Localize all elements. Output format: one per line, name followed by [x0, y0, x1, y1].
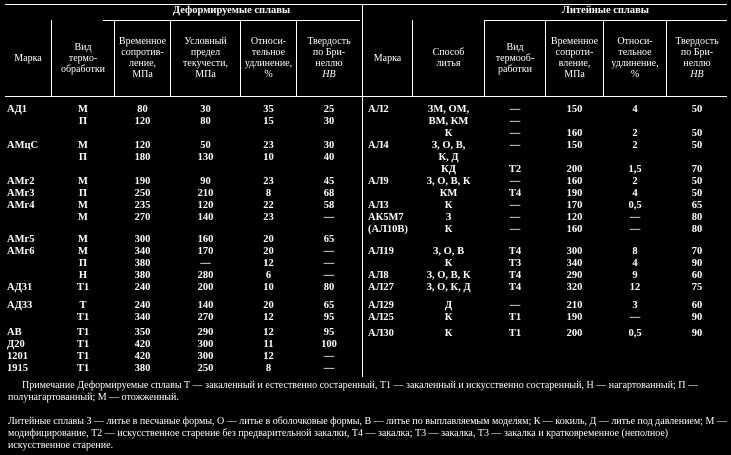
header-cast-hardness: Твердость по Бри- неллю НВ — [675, 36, 719, 80]
cast-strength: 160 190 170 120 160 — [566, 176, 583, 235]
header-cast-mark: Марка — [373, 52, 402, 64]
cast-hardness: 70 90 60 75 — [691, 246, 703, 293]
deformable-elongation: 23 10 — [263, 140, 274, 163]
header-cast-method: Способ литья — [432, 47, 465, 69]
deformable-yield: 160 170 — 280 — [197, 234, 214, 281]
deformable-strength: 350 420 420 380 — [134, 327, 151, 374]
deformable-strength: 80 120 — [134, 104, 151, 127]
cast-treatment: — Т1 — [508, 300, 522, 323]
cast-method: З, О, В К З, О, В, К З, О, К, Д — [426, 246, 471, 293]
cast-hardness: 90 — [691, 328, 703, 339]
deformable-mark: АД1 — [7, 104, 28, 115]
deformable-elongation: 12 11 12 8 — [263, 327, 274, 374]
deformable-mark: АД31 — [7, 282, 33, 293]
cast-method: З, О, В, К, Д КД — [431, 140, 466, 175]
deformable-hardness: 45 68 58 — — [323, 176, 335, 223]
header-cast-strength: Временное сопроти- вление, МПа — [550, 36, 599, 80]
cast-hardness: 50 70 — [691, 140, 703, 175]
deformable-strength: 190 250 235 270 — [134, 176, 151, 223]
cast-mark: АЛ2 — [368, 104, 389, 115]
cast-hardness: 50 50 — [691, 104, 703, 139]
deformable-hardness: 25 30 — [323, 104, 335, 127]
deformable-elongation: 23 8 22 23 — [263, 176, 274, 223]
cast-treatment: — Т4 — — — — [508, 176, 522, 235]
cast-method: Д К — [444, 300, 453, 323]
deformable-hardness: 95 100 — — — [321, 327, 337, 374]
cast-hardness: 50 50 65 80 80 — [691, 176, 703, 235]
cast-strength: 150 200 — [566, 140, 583, 175]
deformable-treatment: М П — [78, 140, 88, 163]
cast-mark: АЛ4 — [368, 140, 389, 151]
deformable-treatment: М М П Н — [78, 234, 88, 281]
cast-method: З, О, В, К КМ К З К — [426, 176, 471, 235]
header-deformable-yield: Условный предел текучести, МПа — [183, 36, 228, 80]
cast-mark: АЛ9 АЛ3 АК5М7 (АЛ10В) — [368, 176, 408, 235]
header-deformable-treatment: Вид термо- обработки — [60, 41, 106, 75]
deformable-mark: АД33 — [7, 300, 33, 311]
deformable-treatment: Т1 Т1 Т1 Т1 — [76, 327, 90, 374]
deformable-treatment: М П — [78, 104, 88, 127]
header-deformable-hardness: Твердость по Бри- неллю НВ — [307, 36, 351, 80]
cast-elongation: 2 4 0,5 — — — [628, 176, 642, 235]
cast-elongation: 8 4 9 12 — [629, 246, 641, 293]
deformable-mark: АМцС — [7, 140, 39, 151]
section-title-deformable: Деформируемые сплавы — [172, 5, 291, 16]
header-cast-elongation: Относи- тельное удлинение, % — [611, 36, 659, 80]
section-divider-right — [484, 20, 727, 21]
deformable-yield: 30 80 — [200, 104, 211, 127]
cast-treatment: — — — — [509, 104, 521, 139]
deformable-mark: АВ Д20 1201 1915 — [7, 327, 28, 374]
cast-elongation: 0,5 — [628, 328, 642, 339]
deformable-treatment: Т Т1 — [76, 300, 90, 323]
note-cast: Литейные сплавы З — литье в песчаные формы, О — литье в оболочковые формы, В — литье по выплавляемым моделям; К — кокиль, Д — литье под давлением; М — модифицирование, Т2 — искусственное старение без предварительной закалки, Т4 — закалка; Т3 — закалка, Т3 — закалка и кратковременное (неполное) искусственное старение. — [8, 416, 727, 451]
deformable-yield: 200 — [197, 282, 214, 293]
cast-strength: 150 160 — [566, 104, 583, 139]
cast-strength: 210 190 — [566, 300, 583, 323]
cast-elongation: 4 2 — [632, 104, 638, 139]
note-deformable: Примечание Деформируемые сплавы Т — закаленный и естественно состаренный, Т1 — закаленный и искусственно состаренный, Н — нагартованный; П — полунагартованный; М — отожженный. — [8, 380, 698, 403]
deformable-yield: 140 270 — [197, 300, 214, 323]
deformable-yield: 290 300 300 250 — [197, 327, 214, 374]
cast-mark: АЛ30 — [368, 328, 394, 339]
section-title-cast: Литейные сплавы — [562, 5, 649, 16]
cast-mark: АЛ29 АЛ25 — [368, 300, 394, 323]
deformable-elongation: 20 20 12 6 — [263, 234, 274, 281]
header-deformable-elongation: Относи- тельное удлинение, % — [244, 36, 293, 80]
deformable-hardness: 30 40 — [323, 140, 335, 163]
cast-elongation: 2 1,5 — [628, 140, 642, 175]
cast-strength: 300 340 290 320 — [566, 246, 583, 293]
cast-method: К — [444, 328, 453, 339]
deformable-hardness: 65 95 — [323, 300, 335, 323]
deformable-elongation: 20 12 — [263, 300, 274, 323]
header-cast-treatment: Вид термооб- работки — [495, 41, 535, 75]
deformable-strength: 240 340 — [134, 300, 151, 323]
deformable-mark: АМг5 АМг6 — [7, 234, 35, 257]
header-deformable-mark: Марка — [14, 52, 42, 64]
deformable-strength: 240 — [134, 282, 151, 293]
deformable-mark: АМг2 АМг3 АМг4 — [7, 176, 35, 211]
deformable-strength: 120 180 — [134, 140, 151, 163]
deformable-elongation: 10 — [263, 282, 274, 293]
deformable-yield: 50 130 — [197, 140, 214, 163]
deformable-treatment: М П М М — [78, 176, 88, 223]
cast-strength: 200 — [566, 328, 583, 339]
cast-method: ЗМ, ОМ, ВМ, КМ К — [427, 104, 470, 139]
cast-hardness: 60 90 — [691, 300, 703, 323]
header-bottom-border — [5, 96, 727, 97]
deformable-hardness: 65 — — — — [323, 234, 335, 281]
cast-mark: АЛ19 АЛ8 АЛ27 — [368, 246, 394, 293]
cast-treatment: Т4 Т3 Т4 Т4 — [508, 246, 522, 293]
deformable-strength: 300 340 380 380 — [134, 234, 151, 281]
deformable-hardness: 80 — [323, 282, 335, 293]
deformable-yield: 90 210 120 140 — [197, 176, 214, 223]
deformable-elongation: 35 15 — [263, 104, 274, 127]
header-deformable-strength: Временное сопротив- ление, МПа — [118, 36, 167, 80]
cast-treatment: Т1 — [508, 328, 522, 339]
cast-treatment: — Т2 — [508, 140, 522, 175]
cast-elongation: 3 — — [629, 300, 641, 323]
deformable-treatment: Т1 — [76, 282, 90, 293]
section-divider-left — [103, 20, 360, 21]
